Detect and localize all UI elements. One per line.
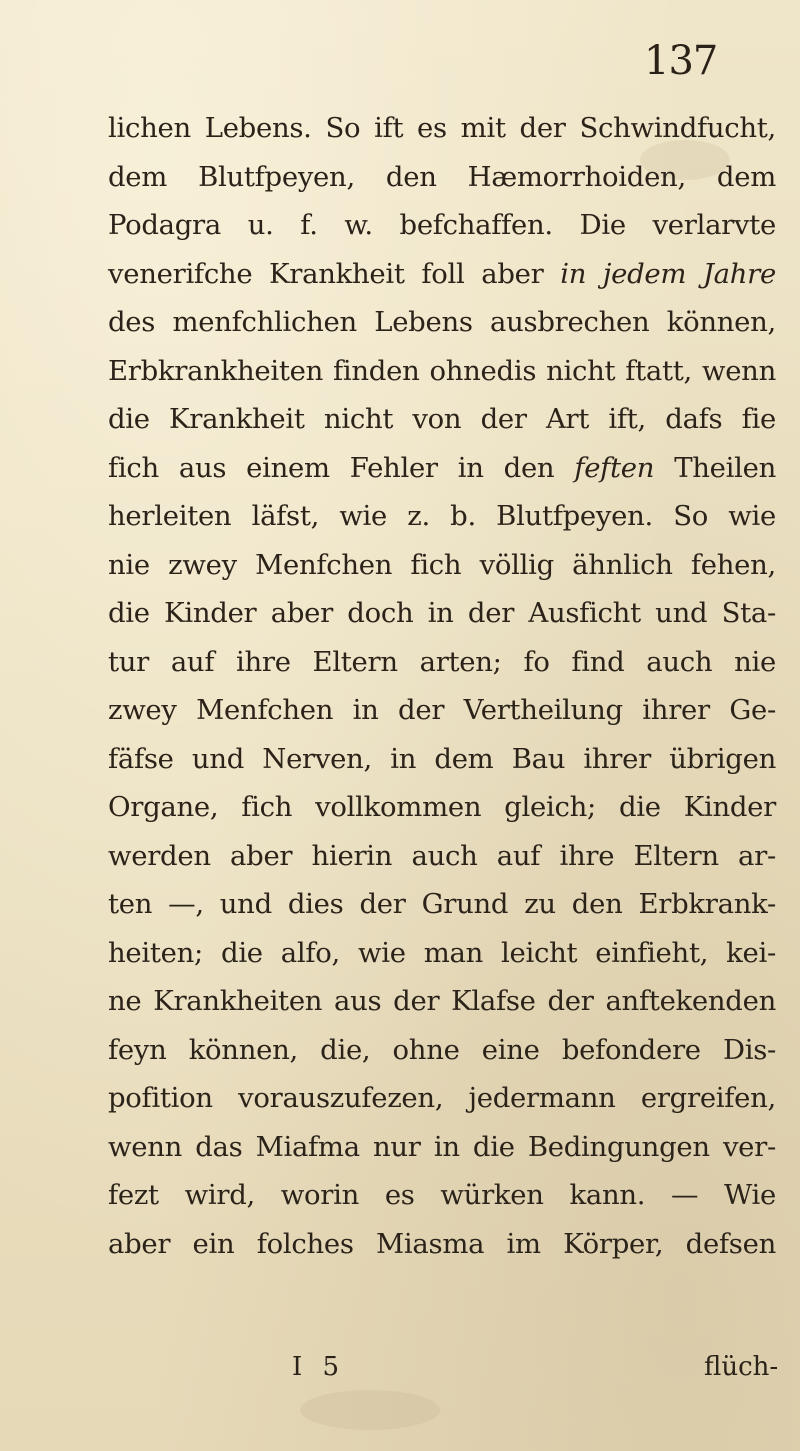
text-line: [108, 1074, 776, 1123]
page-number: 137: [644, 38, 718, 84]
text-line: [108, 1123, 776, 1172]
text-segment: die Krankheit nicht von der Art ift, dafs fie: [108, 403, 776, 435]
text-line: [108, 1171, 776, 1220]
text-line: [108, 1220, 776, 1269]
text-segment: ten —, und dies der Grund zu den Erbkrank-: [108, 888, 776, 920]
body-text: [108, 104, 778, 1268]
text-segment: in jedem Jahre: [560, 257, 776, 290]
text-line: [108, 492, 776, 541]
text-segment: heiten; die alfo, wie man leicht einfieht, kei-: [108, 936, 776, 969]
text-line: [108, 395, 776, 444]
text-line: [108, 686, 776, 735]
paper-stain: [300, 1390, 440, 1430]
text-segment: wenn das Miafma nur in die Bedingungen ver-: [108, 1130, 776, 1163]
text-line: [108, 783, 776, 832]
text-line: [108, 832, 776, 881]
text-segment: Erbkrankheiten finden ohnedis nicht ftatt, wenn: [108, 354, 776, 387]
text-line: [108, 880, 776, 929]
text-segment: pofition vorauszufezen, jedermann ergreifen,: [108, 1082, 776, 1114]
text-line: [108, 298, 776, 347]
text-segment: lichen Lebens. So ift es mit der Schwindfucht,: [108, 112, 776, 144]
text-segment: tur auf ihre Eltern arten; fo find auch nie: [108, 645, 776, 678]
text-segment: des menfchlichen Lebens ausbrechen können,: [108, 306, 776, 338]
text-segment: die Kinder aber doch in der Ausficht und Sta-: [108, 597, 776, 629]
text-line: [108, 638, 776, 687]
text-segment: ne Krankheiten aus der Klafse der anftekenden: [108, 985, 776, 1017]
text-segment: werden aber hierin auch auf ihre Eltern ar-: [108, 839, 776, 872]
text-line: [108, 977, 776, 1026]
text-segment: feften: [574, 451, 655, 484]
text-line: [108, 153, 776, 202]
text-line: [108, 589, 776, 638]
text-segment: venerifche Krankheit foll aber: [108, 257, 561, 290]
text-segment: Podagra u. f. w. befchaffen. Die verlarvte: [108, 209, 776, 241]
text-line: [108, 104, 776, 153]
text-line: [108, 347, 776, 396]
text-segment: feyn können, die, ohne eine befondere Dis-: [108, 1033, 776, 1066]
text-segment: Theilen: [654, 451, 776, 484]
text-segment: fäfse und Nerven, in dem Bau ihrer übrigen: [108, 742, 776, 775]
text-line: [108, 1026, 776, 1075]
text-segment: fezt wird, worin es würken kann. — Wie: [108, 1179, 776, 1211]
text-segment: zwey Menfchen in der Vertheilung ihrer Ge-: [108, 694, 776, 726]
catchword: flüch-: [704, 1352, 779, 1382]
text-segment: fich aus einem Fehler in den: [108, 451, 575, 484]
text-line: [108, 201, 776, 250]
text-segment: Organe, fich vollkommen gleich; die Kinder: [108, 791, 776, 823]
text-segment: dem Blutfpeyen, den Hæmorrhoiden, dem: [108, 160, 776, 193]
signature-mark: I 5: [292, 1352, 346, 1382]
text-segment: nie zwey Menfchen fich völlig ähnlich fehen,: [108, 548, 776, 581]
text-line: [108, 735, 776, 784]
text-segment: aber ein folches Miasma im Körper, defsen: [108, 1227, 776, 1260]
text-line: [108, 541, 776, 590]
text-line: [108, 929, 776, 978]
text-line: [108, 250, 776, 299]
text-line: [108, 444, 776, 493]
text-segment: herleiten läfst, wie z. b. Blutfpeyen. So wie: [108, 500, 776, 532]
